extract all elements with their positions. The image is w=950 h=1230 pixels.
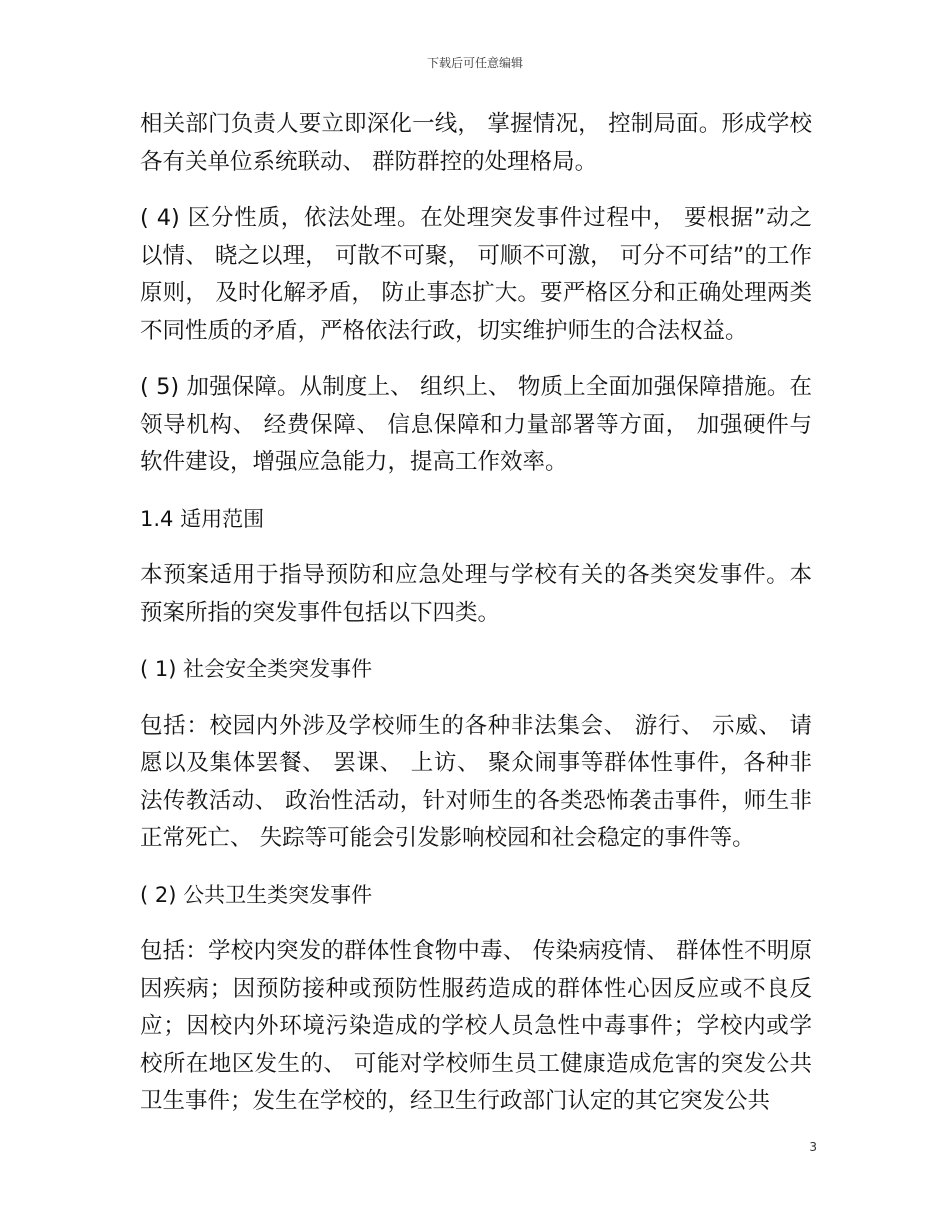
document-body (140, 106, 812, 1140)
paragraph-scope-intro: 本预案适用于指导预防和应急处理与学校有关的各类突发事件。本预案所指的突发事件包括以下四类。 (140, 562, 812, 626)
section-heading-scope: 1.4 适用范围 (140, 506, 265, 531)
paragraph-principle-5: ( 5) 加强保障。从制度上、 组织上、 物质上全面加强保障措施。在领导机构、 经费保障、 信息保障和力量部署等方面， 加强硬件与软件建设，增强应急能力，提高工作效率。 (140, 374, 812, 475)
page-header: 下载后可任意编辑 (426, 56, 523, 70)
paragraph-coordination: 相关部门负责人要立即深化一线， 掌握情况， 控制局面。形成学校各有关单位系统联动、 群防群控的处理格局。 (140, 111, 812, 175)
subheading-public-health: ( 2) 公共卫生类突发事件 (140, 882, 373, 907)
subheading-social-security: ( 1) 社会安全类突发事件 (140, 657, 373, 681)
paragraph-public-health: 包括：学校内突发的群体性食物中毒、 传染病疫情、 群体性不明原因疾病；因预防接种或预防性服药造成的群体性心因反应或不良反应；因校内外环境污染造成的学校人员急性中毒事件；学校内或学校所在地区发生的、 可能对学校师生员工健康造成危害的突发公共卫生事件；发生在学校的，经卫生行政部门认定的其它突发公共 (140, 938, 812, 1114)
paragraph-social-security: 包括：校园内外涉及学校师生的各种非法集会、 游行、 示威、 请愿以及集体罢餐、 罢课、 上访、 聚众闹事等群体性事件，各种非法传教活动、 政治性活动，针对师生的各类恐怖袭击事件，师生非正常死亡、 失踪等可能会引发影响校园和社会稳定的事件等。 (140, 712, 812, 851)
page-number: 3 (809, 1140, 817, 1154)
paragraph-principle-4: ( 4) 区分性质，依法处理。在处理突发事件过程中， 要根据”动之以情、 晓之以理， 可散不可聚， 可顺不可激， 可分不可结”的工作原则， 及时化解矛盾， 防止事态扩大。要严格区分和正确处理两类不同性质的矛盾，严格依法行政，切实维护师生的合法权益。 (140, 205, 812, 344)
